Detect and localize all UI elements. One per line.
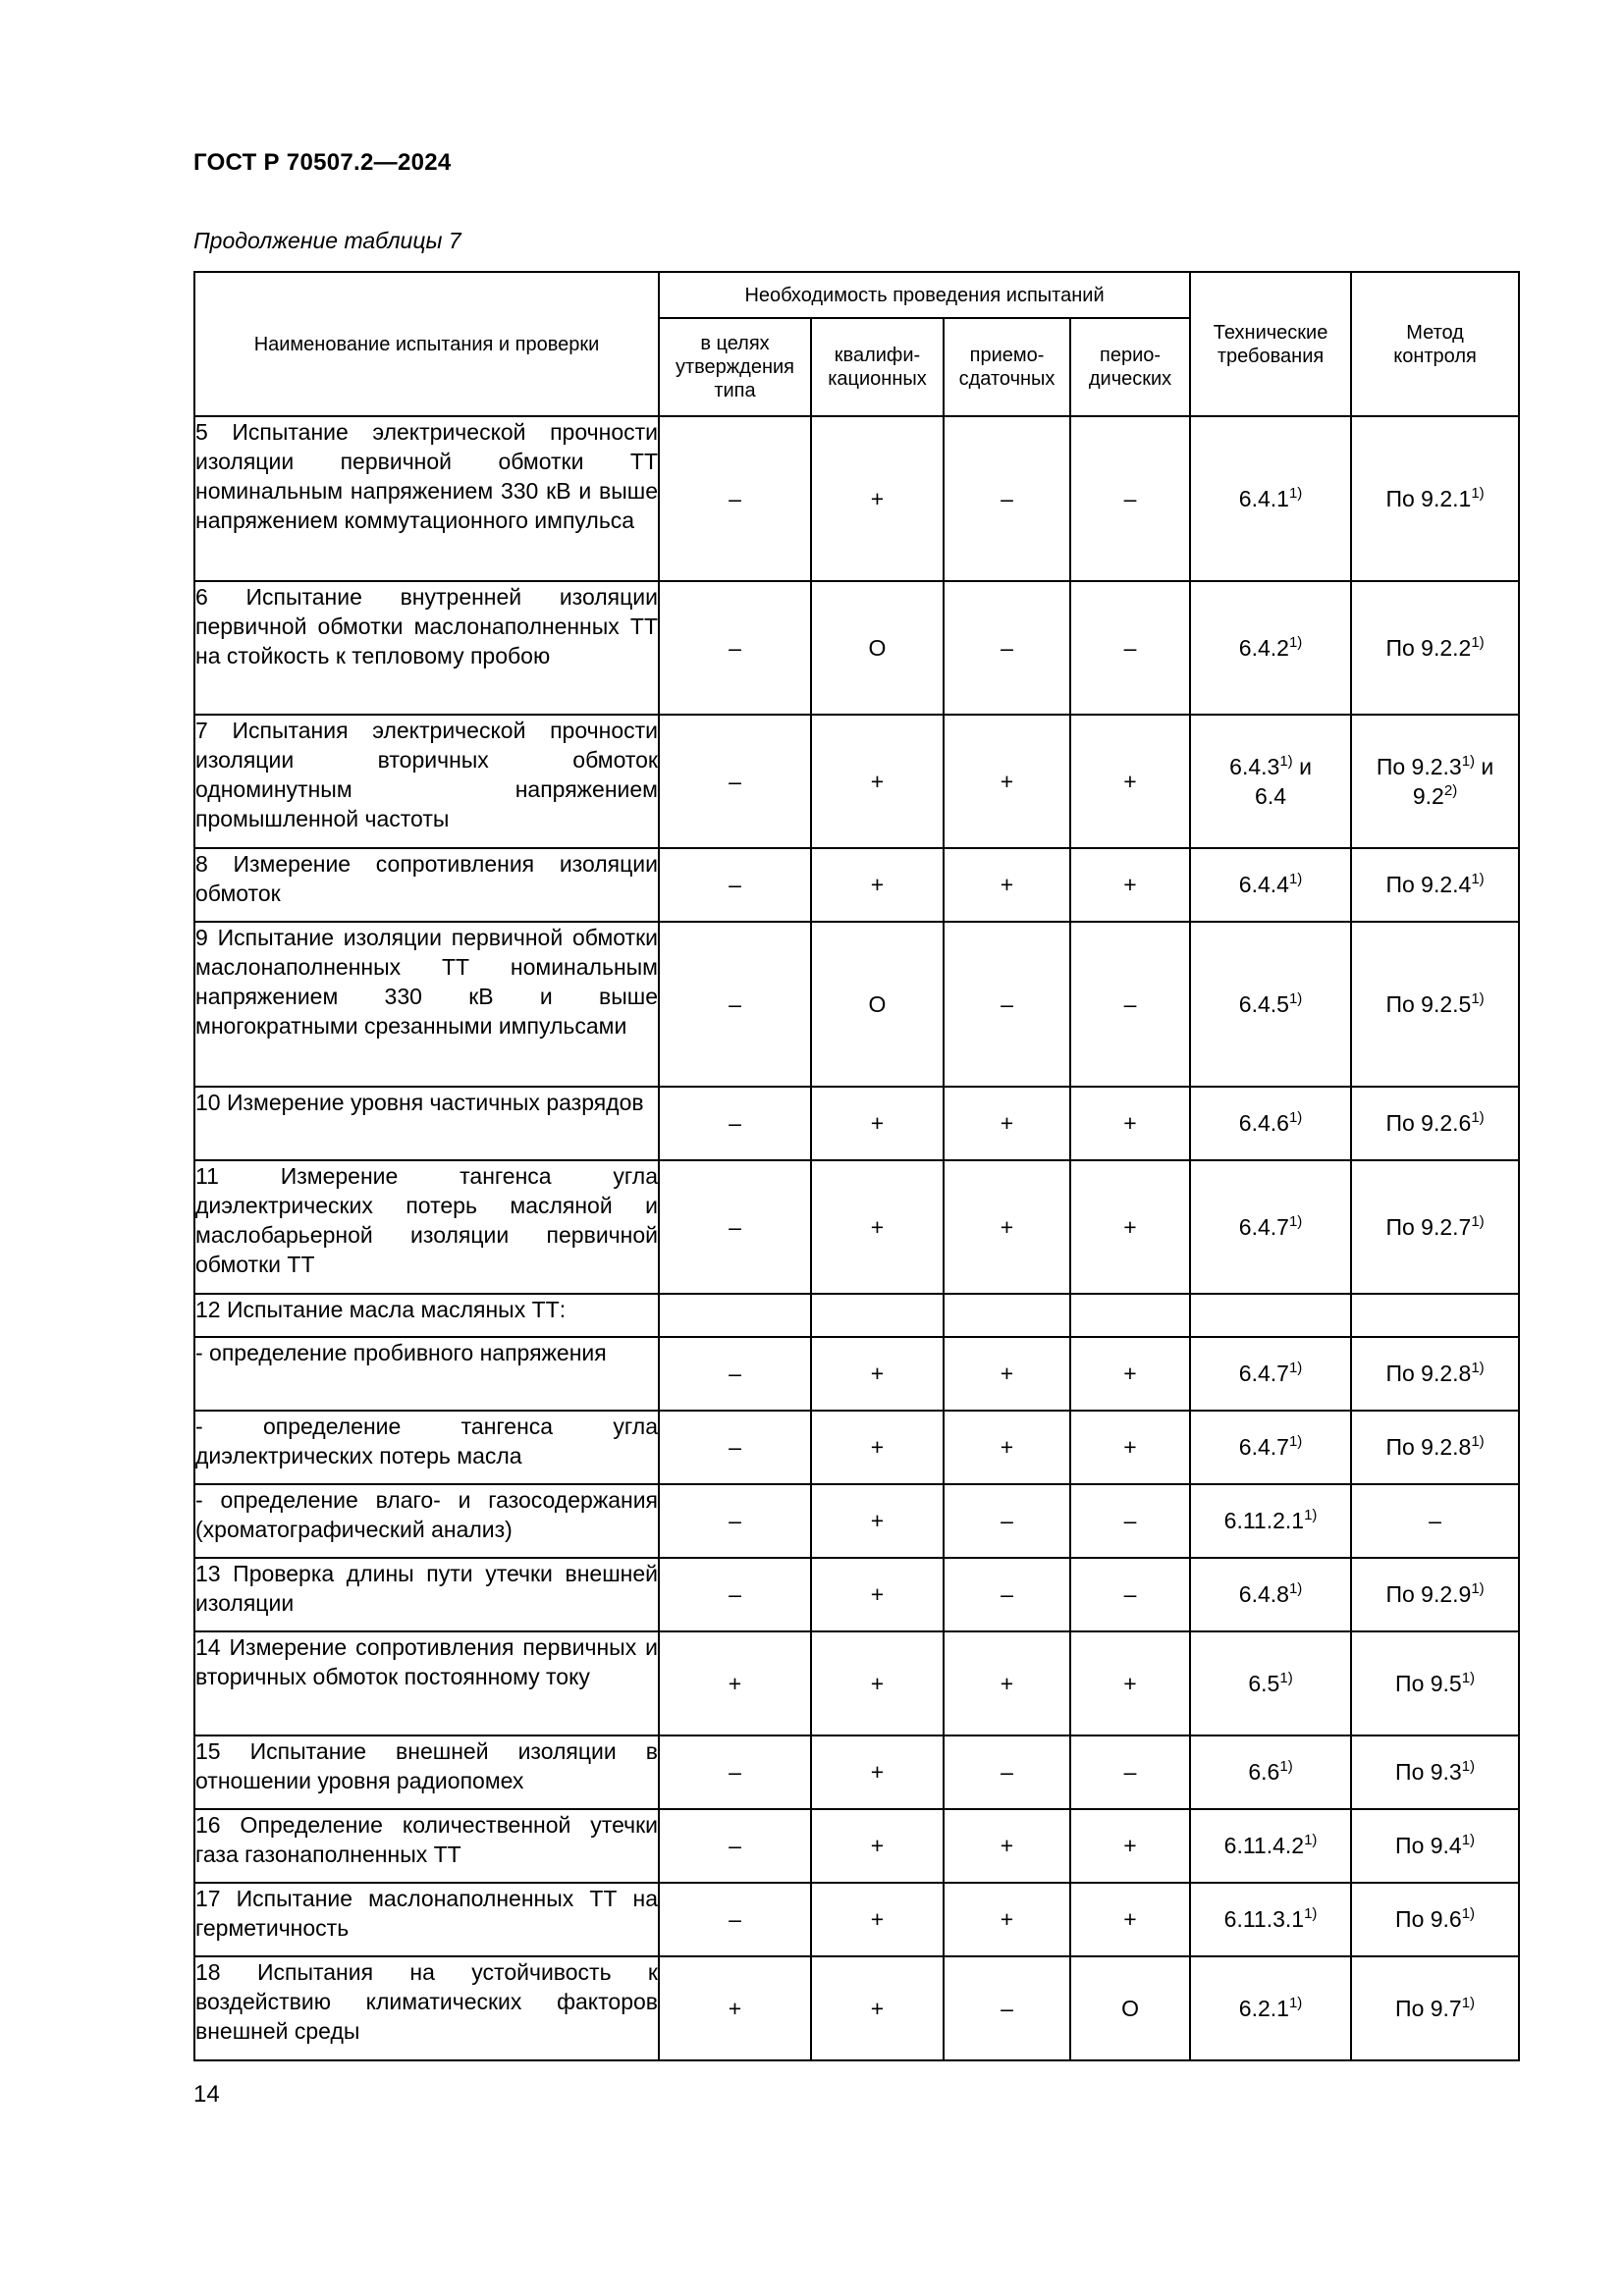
test-name: 16 Определение количественной утечки газа газонаполненных ТТ bbox=[194, 1809, 659, 1883]
qualification-cell: + bbox=[811, 416, 944, 581]
requirements-cell: 6.4.8$^{1)}$ bbox=[1190, 1558, 1351, 1631]
qualification-cell: + bbox=[811, 1809, 944, 1883]
table-row bbox=[194, 1411, 1519, 1484]
requirements-cell: 6.11.4.2$^{1)}$ bbox=[1190, 1809, 1351, 1883]
periodic-cell: + bbox=[1070, 1087, 1190, 1160]
test-name: 10 Измерение уровня частичных разрядов bbox=[194, 1087, 659, 1160]
periodic-cell: – bbox=[1070, 1484, 1190, 1558]
method-cell bbox=[1351, 1294, 1519, 1337]
type-approval-cell: + bbox=[659, 1956, 811, 2060]
qualification-cell: + bbox=[811, 848, 944, 922]
qualification-cell: + bbox=[811, 1735, 944, 1809]
acceptance-cell: + bbox=[944, 715, 1070, 848]
method-cell: По 9.2.6$^{1)}$ bbox=[1351, 1087, 1519, 1160]
requirements-cell bbox=[1190, 1294, 1351, 1337]
qualification-cell bbox=[811, 1294, 944, 1337]
periodic-cell: – bbox=[1070, 581, 1190, 715]
requirements-cell: 6.11.3.1$^{1)}$ bbox=[1190, 1883, 1351, 1956]
header-periodic: перио-дических bbox=[1070, 318, 1190, 416]
periodic-cell: + bbox=[1070, 1411, 1190, 1484]
test-name: - определение влаго- и газосодержания (хроматографический анализ) bbox=[194, 1484, 659, 1558]
acceptance-cell: + bbox=[944, 1631, 1070, 1735]
document-title: ГОСТ Р 70507.2—2024 bbox=[193, 149, 452, 176]
requirements-cell: 6.5$^{1)}$ bbox=[1190, 1631, 1351, 1735]
qualification-cell: + bbox=[811, 1087, 944, 1160]
periodic-cell: + bbox=[1070, 715, 1190, 848]
qualification-cell: О bbox=[811, 581, 944, 715]
test-name: 15 Испытание внешней изоляции в отношении уровня радиопомех bbox=[194, 1735, 659, 1809]
table-row bbox=[194, 416, 1519, 581]
acceptance-cell: – bbox=[944, 1735, 1070, 1809]
type-approval-cell: – bbox=[659, 715, 811, 848]
requirements-cell: 6.4.7$^{1)}$ bbox=[1190, 1160, 1351, 1294]
type-approval-cell: – bbox=[659, 1735, 811, 1809]
qualification-cell: + bbox=[811, 1484, 944, 1558]
test-name: 17 Испытание маслонаполненных ТТ на герметичность bbox=[194, 1883, 659, 1956]
periodic-cell bbox=[1070, 1294, 1190, 1337]
acceptance-cell: + bbox=[944, 1883, 1070, 1956]
table-row bbox=[194, 1087, 1519, 1160]
qualification-cell: О bbox=[811, 922, 944, 1087]
test-name: - определение тангенса угла диэлектрических потерь масла bbox=[194, 1411, 659, 1484]
requirements-cell: 6.4.7$^{1)}$ bbox=[1190, 1337, 1351, 1411]
requirements-cell: 6.11.2.1$^{1)}$ bbox=[1190, 1484, 1351, 1558]
qualification-cell: + bbox=[811, 1956, 944, 2060]
test-name: 18 Испытания на устойчивость к воздействию климатических факторов внешней среды bbox=[194, 1956, 659, 2060]
qualification-cell: + bbox=[811, 1631, 944, 1735]
qualification-cell: + bbox=[811, 715, 944, 848]
periodic-cell: + bbox=[1070, 1883, 1190, 1956]
header-acceptance: приемо-сдаточных bbox=[944, 318, 1070, 416]
header-test-name: Наименование испытания и проверки bbox=[194, 272, 659, 416]
qualification-cell: + bbox=[811, 1883, 944, 1956]
table-row bbox=[194, 1809, 1519, 1883]
acceptance-cell: + bbox=[944, 1337, 1070, 1411]
requirements-cell: 6.2.1$^{1)}$ bbox=[1190, 1956, 1351, 2060]
type-approval-cell: – bbox=[659, 416, 811, 581]
table-row-group-header bbox=[194, 1294, 1519, 1337]
method-cell: По 9.2.1$^{1)}$ bbox=[1351, 416, 1519, 581]
page-number: 14 bbox=[193, 2081, 220, 2108]
requirements-cell: 6.4.3$^{1)}$ и 6.4 bbox=[1190, 715, 1351, 848]
test-name: 8 Измерение сопротивления изоляции обмоток bbox=[194, 848, 659, 922]
header-qualification: квалифи-кационных bbox=[811, 318, 944, 416]
test-name: 5 Испытание электрической прочности изоляции первичной обмотки ТТ номинальным напряжением 330 кВ и выше напряжением коммутационного импульса bbox=[194, 416, 659, 581]
table-row bbox=[194, 581, 1519, 715]
tests-table bbox=[193, 271, 1520, 2061]
method-cell: – bbox=[1351, 1484, 1519, 1558]
table-row bbox=[194, 922, 1519, 1087]
method-cell: По 9.2.2$^{1)}$ bbox=[1351, 581, 1519, 715]
requirements-cell: 6.6$^{1)}$ bbox=[1190, 1735, 1351, 1809]
test-name: 11 Измерение тангенса угла диэлектрических потерь масляной и маслобарьерной изоляции первичной обмотки ТТ bbox=[194, 1160, 659, 1294]
table-row bbox=[194, 848, 1519, 922]
periodic-cell: + bbox=[1070, 1337, 1190, 1411]
method-cell: По 9.2.8$^{1)}$ bbox=[1351, 1411, 1519, 1484]
requirements-cell: 6.4.7$^{1)}$ bbox=[1190, 1411, 1351, 1484]
acceptance-cell: – bbox=[944, 1484, 1070, 1558]
test-name: 14 Измерение сопротивления первичных и вторичных обмоток постоянному току bbox=[194, 1631, 659, 1735]
table-row bbox=[194, 1484, 1519, 1558]
method-cell: По 9.2.9$^{1)}$ bbox=[1351, 1558, 1519, 1631]
acceptance-cell: – bbox=[944, 922, 1070, 1087]
requirements-cell: 6.4.4$^{1)}$ bbox=[1190, 848, 1351, 922]
acceptance-cell: + bbox=[944, 1809, 1070, 1883]
test-name: 9 Испытание изоляции первичной обмотки маслонаполненных ТТ номинальным напряжением 330 кВ и выше многократными срезанными импульсами bbox=[194, 922, 659, 1087]
header-method: Метод контроля bbox=[1351, 272, 1519, 416]
acceptance-cell bbox=[944, 1294, 1070, 1337]
acceptance-cell: + bbox=[944, 1411, 1070, 1484]
header-type-approval: в целях утверждения типа bbox=[659, 318, 811, 416]
acceptance-cell: + bbox=[944, 1087, 1070, 1160]
method-cell: По 9.2.7$^{1)}$ bbox=[1351, 1160, 1519, 1294]
type-approval-cell: – bbox=[659, 1160, 811, 1294]
method-cell: По 9.2.8$^{1)}$ bbox=[1351, 1337, 1519, 1411]
table-row bbox=[194, 1160, 1519, 1294]
acceptance-cell: – bbox=[944, 581, 1070, 715]
method-cell: По 9.5$^{1)}$ bbox=[1351, 1631, 1519, 1735]
type-approval-cell: – bbox=[659, 1484, 811, 1558]
type-approval-cell: – bbox=[659, 1337, 811, 1411]
table-row bbox=[194, 1956, 1519, 2060]
periodic-cell: + bbox=[1070, 1160, 1190, 1294]
requirements-cell: 6.4.5$^{1)}$ bbox=[1190, 922, 1351, 1087]
test-name: 13 Проверка длины пути утечки внешней изоляции bbox=[194, 1558, 659, 1631]
type-approval-cell: – bbox=[659, 1558, 811, 1631]
header-requirements: Технические требования bbox=[1190, 272, 1351, 416]
periodic-cell: – bbox=[1070, 416, 1190, 581]
acceptance-cell: + bbox=[944, 848, 1070, 922]
periodic-cell: + bbox=[1070, 848, 1190, 922]
qualification-cell: + bbox=[811, 1411, 944, 1484]
test-name: 12 Испытание масла масляных ТТ: bbox=[194, 1294, 659, 1337]
method-cell: По 9.2.4$^{1)}$ bbox=[1351, 848, 1519, 922]
qualification-cell: + bbox=[811, 1558, 944, 1631]
table-row bbox=[194, 1735, 1519, 1809]
type-approval-cell: – bbox=[659, 1809, 811, 1883]
table-caption: Продолжение таблицы 7 bbox=[193, 228, 461, 253]
periodic-cell: – bbox=[1070, 1558, 1190, 1631]
type-approval-cell: + bbox=[659, 1631, 811, 1735]
type-approval-cell: – bbox=[659, 1883, 811, 1956]
method-cell: По 9.2.3$^{1)}$ и 9.2$^{2)}$ bbox=[1351, 715, 1519, 848]
method-cell: По 9.2.5$^{1)}$ bbox=[1351, 922, 1519, 1087]
periodic-cell: + bbox=[1070, 1631, 1190, 1735]
header-test-necessity: Необходимость проведения испытаний bbox=[659, 272, 1190, 318]
acceptance-cell: + bbox=[944, 1160, 1070, 1294]
qualification-cell: + bbox=[811, 1160, 944, 1294]
type-approval-cell: – bbox=[659, 848, 811, 922]
requirements-cell: 6.4.2$^{1)}$ bbox=[1190, 581, 1351, 715]
table-row bbox=[194, 1883, 1519, 1956]
periodic-cell: О bbox=[1070, 1956, 1190, 2060]
type-approval-cell bbox=[659, 1294, 811, 1337]
table-row bbox=[194, 715, 1519, 848]
table-row bbox=[194, 1337, 1519, 1411]
method-cell: По 9.4$^{1)}$ bbox=[1351, 1809, 1519, 1883]
acceptance-cell: – bbox=[944, 1956, 1070, 2060]
method-cell: По 9.3$^{1)}$ bbox=[1351, 1735, 1519, 1809]
table-row bbox=[194, 1558, 1519, 1631]
test-name: 6 Испытание внутренней изоляции первичной обмотки маслонаполненных ТТ на стойкость к тепловому пробою bbox=[194, 581, 659, 715]
type-approval-cell: – bbox=[659, 922, 811, 1087]
test-name: - определение пробивного напряжения bbox=[194, 1337, 659, 1411]
acceptance-cell: – bbox=[944, 416, 1070, 581]
test-name: 7 Испытания электрической прочности изоляции вторичных обмоток одноминутным напряжением промышленной частоты bbox=[194, 715, 659, 848]
periodic-cell: – bbox=[1070, 1735, 1190, 1809]
requirements-cell: 6.4.6$^{1)}$ bbox=[1190, 1087, 1351, 1160]
method-cell: По 9.7$^{1)}$ bbox=[1351, 1956, 1519, 2060]
type-approval-cell: – bbox=[659, 581, 811, 715]
table-row bbox=[194, 1631, 1519, 1735]
qualification-cell: + bbox=[811, 1337, 944, 1411]
type-approval-cell: – bbox=[659, 1087, 811, 1160]
method-cell: По 9.6$^{1)}$ bbox=[1351, 1883, 1519, 1956]
periodic-cell: + bbox=[1070, 1809, 1190, 1883]
requirements-cell: 6.4.1$^{1)}$ bbox=[1190, 416, 1351, 581]
acceptance-cell: – bbox=[944, 1558, 1070, 1631]
type-approval-cell: – bbox=[659, 1411, 811, 1484]
periodic-cell: – bbox=[1070, 922, 1190, 1087]
